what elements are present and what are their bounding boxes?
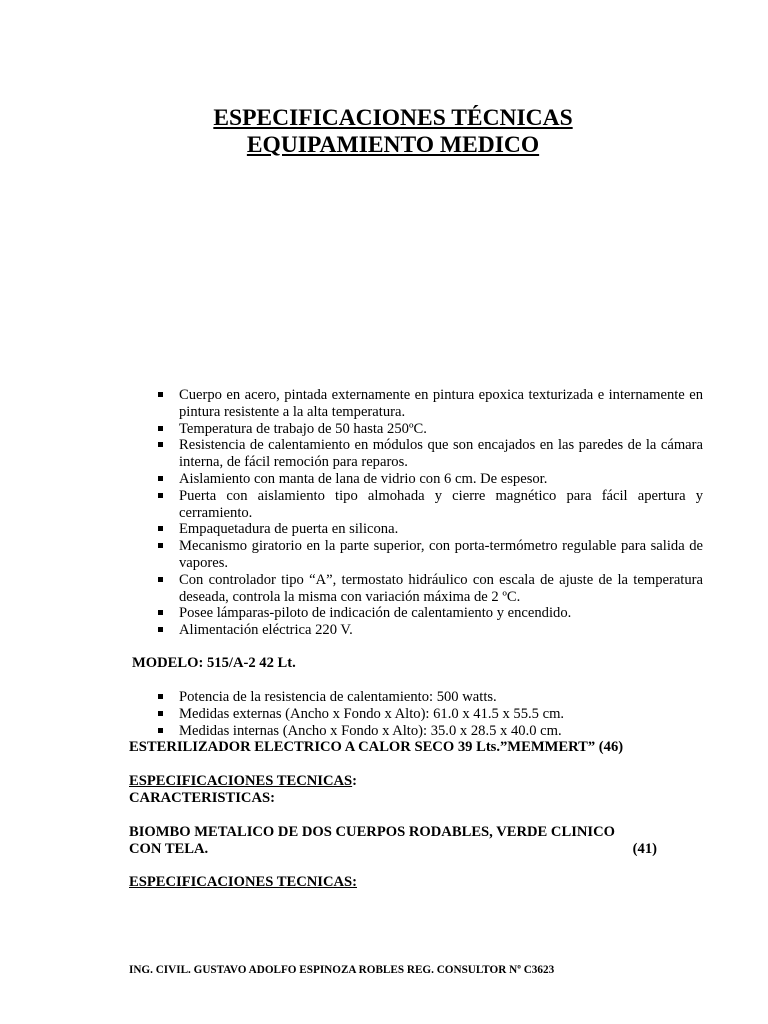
list-item: Mecanismo giratorio en la parte superior, con porta-termómetro regulable para salida de vapores.	[158, 538, 703, 572]
specs-heading-colon: :	[352, 773, 358, 789]
list-item: Medidas externas (Ancho x Fondo x Alto): 61.0 x 41.5 x 55.5 cm.	[158, 706, 703, 723]
page-footer: ING. CIVIL. GUSTAVO ADOLFO ESPINOZA ROBLES REG. CONSULTOR Nº C3623	[129, 964, 555, 976]
document-title-line-1: ESPECIFICACIONES TÉCNICAS	[213, 105, 573, 131]
model-specs-list	[158, 689, 703, 739]
list-item: Medidas internas (Ancho x Fondo x Alto): 35.0 x 28.5 x 40.0 cm.	[158, 723, 703, 740]
model-label: MODELO: 515/A-2 42 Lt.	[132, 655, 296, 671]
screen-heading-line-1: BIOMBO METALICO DE DOS CUERPOS RODABLES, VERDE CLINICO	[129, 824, 615, 840]
list-item: Temperatura de trabajo de 50 hasta 250ºC.	[158, 421, 703, 438]
list-item: Alimentación eléctrica 220 V.	[158, 622, 703, 639]
document-title-line-2: EQUIPAMIENTO MEDICO	[246, 132, 540, 158]
specs-heading-2: ESPECIFICACIONES TECNICAS:	[129, 874, 358, 890]
screen-heading-text: CON TELA.	[129, 841, 209, 857]
screen-heading-number: (41)	[632, 841, 657, 857]
characteristics-heading: CARACTERISTICAS:	[129, 790, 275, 806]
specs-heading	[129, 773, 657, 790]
list-item: Resistencia de calentamiento en módulos que son encajados en las paredes de la cámara interna, de fácil remoción para reparos.	[158, 437, 703, 471]
sterilizer-heading: ESTERILIZADOR ELECTRICO A CALOR SECO 39 Lts.”MEMMERT” (46)	[129, 739, 624, 755]
list-item: Cuerpo en acero, pintada externamente en pintura epoxica texturizada e internamente en pintura resistente a la alta temperatura.	[158, 387, 703, 421]
screen-heading-line-2	[129, 841, 657, 858]
specs-heading-text: ESPECIFICACIONES TECNICAS	[129, 773, 353, 789]
list-item: Potencia de la resistencia de calentamiento: 500 watts.	[158, 689, 703, 706]
list-item: Puerta con aislamiento tipo almohada y cierre magnético para fácil apertura y cerramiento.	[158, 488, 703, 522]
list-item: Posee lámparas-piloto de indicación de calentamiento y encendido.	[158, 605, 703, 622]
list-item: Aislamiento con manta de lana de vidrio con 6 cm. De espesor.	[158, 471, 703, 488]
features-list	[158, 387, 703, 639]
list-item: Empaquetadura de puerta en silicona.	[158, 521, 703, 538]
list-item: Con controlador tipo “A”, termostato hidráulico con escala de ajuste de la temperatura deseada, controla la misma con variación máxima de 2 ºC.	[158, 572, 703, 606]
